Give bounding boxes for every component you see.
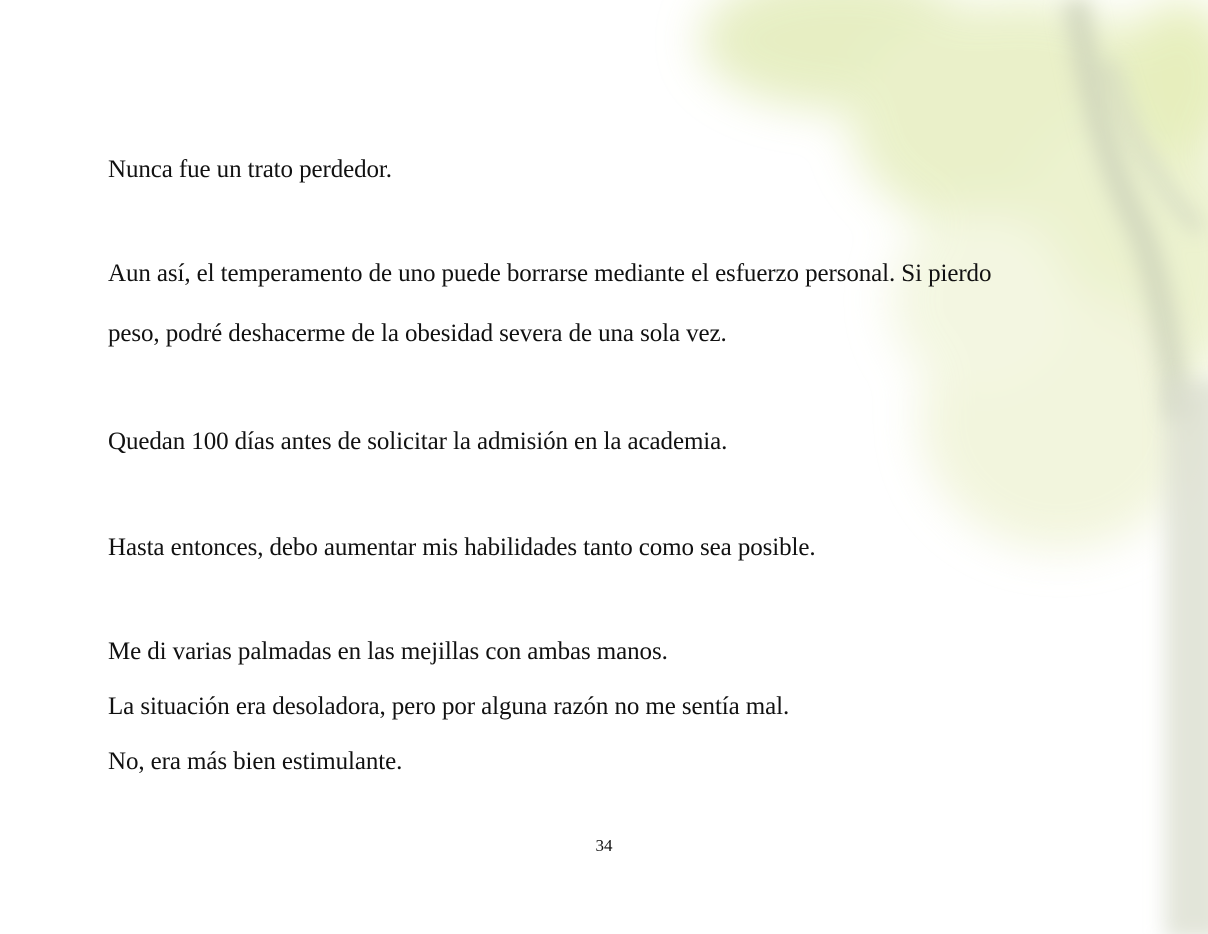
paragraph-7: No, era más bien estimulante. [108, 748, 403, 775]
page-number: 34 [595, 836, 613, 855]
paragraph-3: Quedan 100 días antes de solicitar la admisión en la academia. [108, 428, 728, 455]
paragraph-5: Me di varias palmadas en las mejillas con ambas manos. [108, 638, 668, 665]
paragraph-6: La situación era desoladora, pero por alguna razón no me sentía mal. [108, 693, 790, 720]
paragraph-1: Nunca fue un trato perdedor. [108, 156, 392, 183]
paragraph-2-line-2: peso, podré deshacerme de la obesidad severa de una sola vez. [108, 320, 727, 347]
paragraph-2-line-1: Aun así, el temperamento de uno puede borrarse mediante el esfuerzo personal. Si pierdo [108, 260, 992, 287]
paragraph-4: Hasta entonces, debo aumentar mis habilidades tanto como sea posible. [108, 534, 816, 561]
